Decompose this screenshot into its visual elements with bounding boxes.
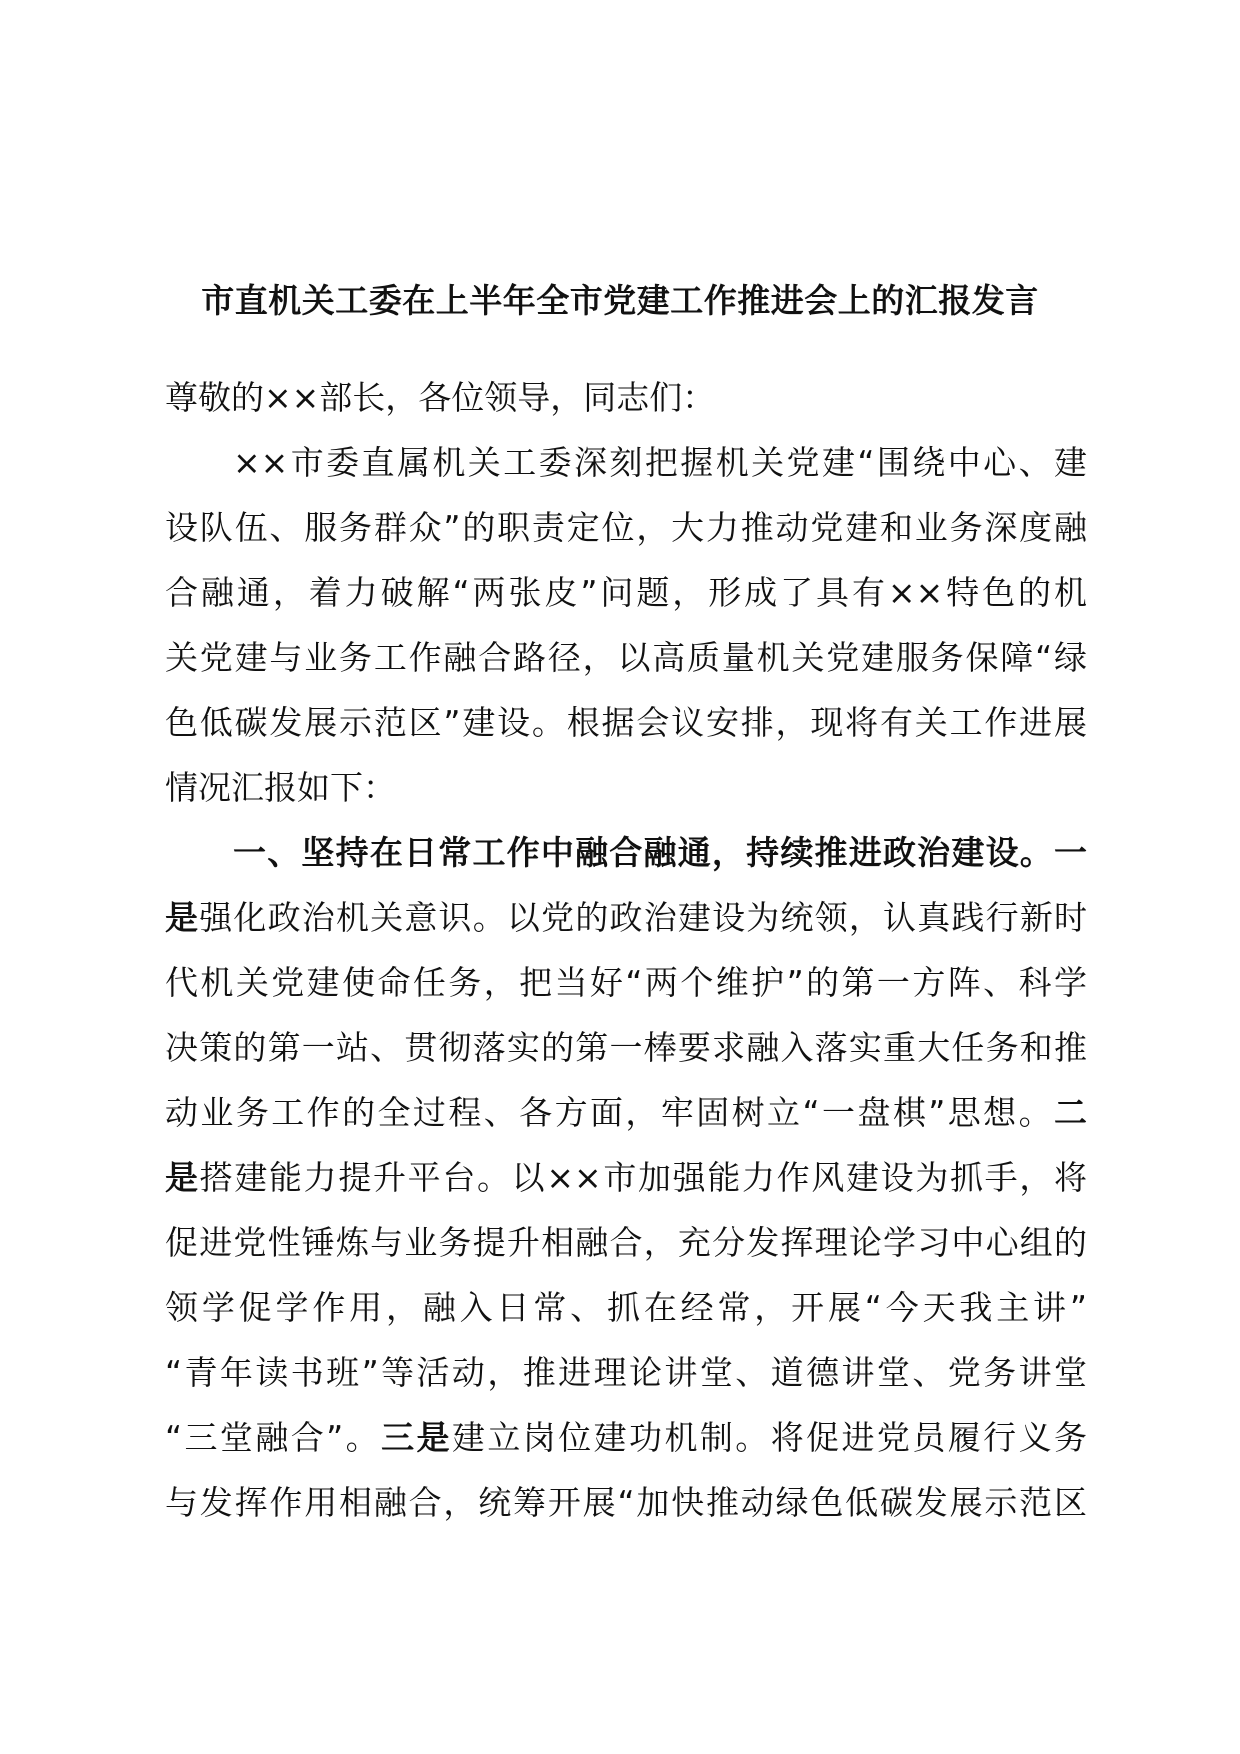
text-segment: 关党建与业务工作融合路径，以高质量机关党建服务保障“绿 bbox=[165, 638, 1087, 677]
text-segment: 建立岗位建功机制。将促进党员履行义务 bbox=[451, 1418, 1088, 1457]
bold-text: 一、坚持在日常工作中融合融通，持续推进政治建设。一 bbox=[233, 833, 1087, 872]
text-segment: 与发挥作用相融合，统筹开展“加快推动绿色低碳发展示范区 bbox=[165, 1483, 1087, 1522]
text-segment: 情况汇报如下： bbox=[165, 768, 396, 807]
text-line bbox=[165, 1480, 1087, 1545]
text-segment: 色低碳发展示范区”建设。根据会议安排，现将有关工作进展 bbox=[165, 703, 1087, 742]
text-line bbox=[165, 700, 1087, 765]
bold-text: 三是 bbox=[381, 1418, 452, 1457]
text-line bbox=[165, 375, 1087, 440]
text-line bbox=[165, 1090, 1087, 1155]
text-segment: 尊敬的××部长，各位领导，同志们： bbox=[165, 378, 716, 417]
text-line bbox=[165, 830, 1087, 895]
text-segment: 决策的第一站、贯彻落实的第一棒要求融入落实重大任务和推 bbox=[165, 1028, 1087, 1067]
text-segment: “三堂融合”。 bbox=[165, 1418, 382, 1457]
text-segment: 促进党性锤炼与业务提升相融合，充分发挥理论学习中心组的 bbox=[165, 1223, 1087, 1262]
text-segment: 领学促学作用，融入日常、抓在经常，开展“今天我主讲” bbox=[165, 1288, 1087, 1327]
text-segment: 动业务工作的全过程、各方面，牢固树立“一盘棋”思想。 bbox=[165, 1093, 1054, 1132]
text-segment: 设队伍、服务群众”的职责定位，大力推动党建和业务深度融 bbox=[165, 508, 1087, 547]
text-segment: 合融通，着力破解“两张皮”问题，形成了具有××特色的机 bbox=[165, 573, 1087, 612]
text-line bbox=[165, 960, 1087, 1025]
text-segment: 强化政治机关意识。以党的政治建设为统领，认真践行新时 bbox=[199, 898, 1088, 937]
text-line bbox=[165, 1415, 1087, 1480]
text-line bbox=[165, 635, 1087, 700]
text-line bbox=[165, 1285, 1087, 1350]
text-line bbox=[165, 570, 1087, 635]
text-line bbox=[165, 440, 1087, 505]
bold-text: 是 bbox=[165, 898, 200, 937]
text-line bbox=[165, 895, 1087, 960]
text-segment: ××市委直属机关工委深刻把握机关党建“围绕中心、建 bbox=[233, 443, 1087, 482]
text-segment: 代机关党建使命任务，把当好“两个维护”的第一方阵、科学 bbox=[165, 963, 1087, 1002]
text-line bbox=[165, 1025, 1087, 1090]
text-line bbox=[165, 1350, 1087, 1415]
document-title: 市直机关工委在上半年全市党建工作推进会上的汇报发言 bbox=[201, 281, 1039, 320]
text-segment: “青年读书班”等活动，推进理论讲堂、道德讲堂、党务讲堂 bbox=[165, 1353, 1087, 1392]
document-body bbox=[165, 375, 1087, 1545]
bold-text: 二 bbox=[1054, 1093, 1087, 1132]
text-line bbox=[165, 1155, 1087, 1220]
text-segment: 搭建能力提升平台。以××市加强能力作风建设为抓手，将 bbox=[199, 1158, 1087, 1197]
bold-text: 是 bbox=[165, 1158, 200, 1197]
text-line bbox=[165, 765, 1087, 830]
text-line bbox=[165, 1220, 1087, 1285]
text-line bbox=[165, 505, 1087, 570]
